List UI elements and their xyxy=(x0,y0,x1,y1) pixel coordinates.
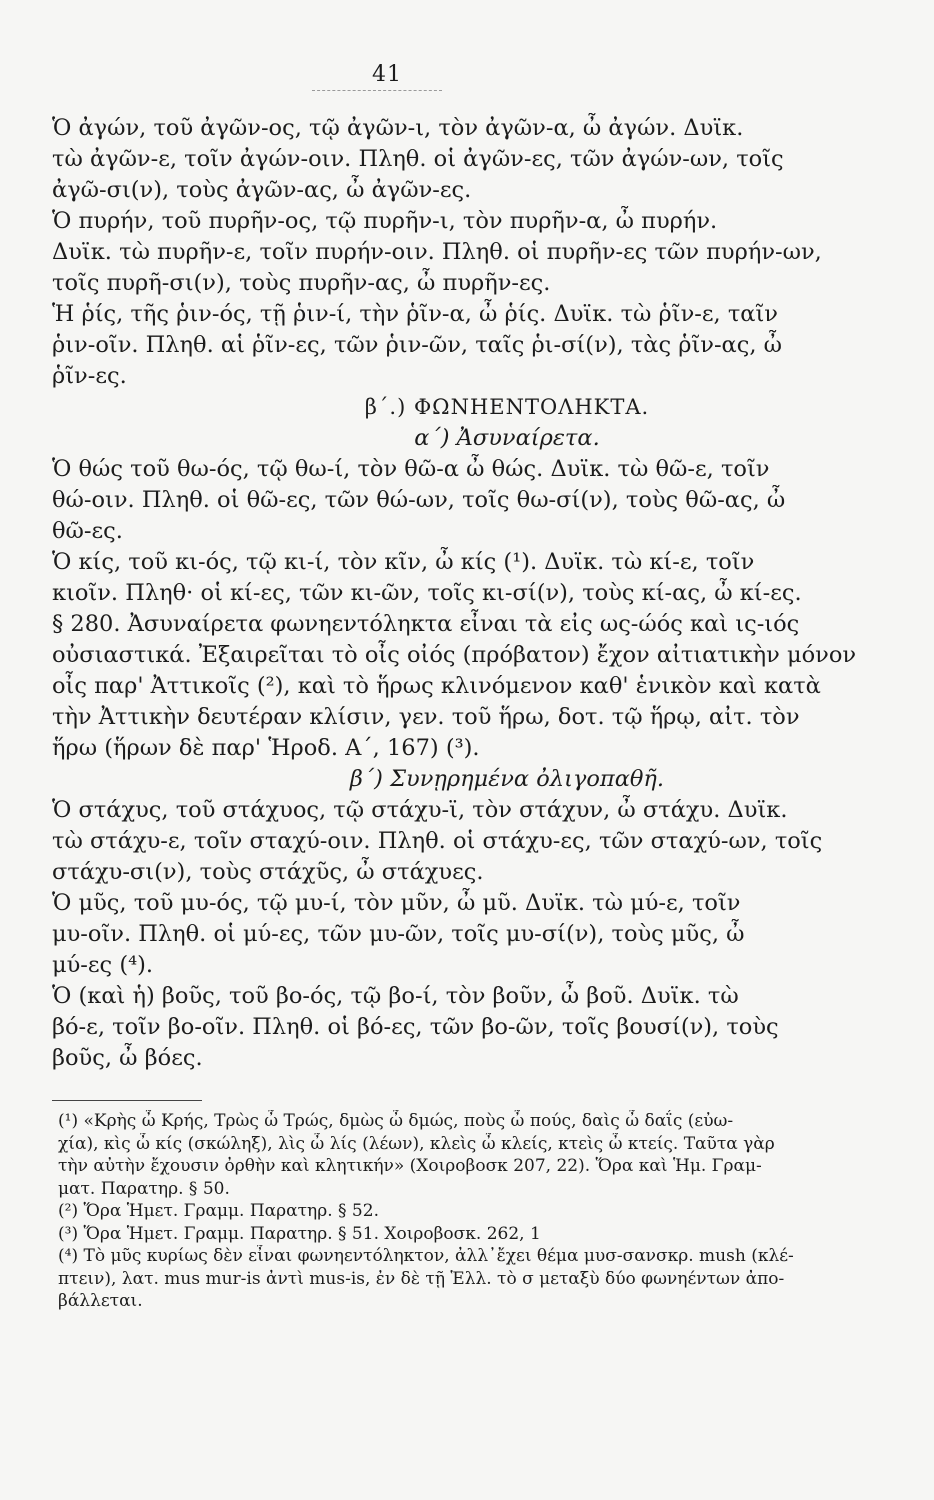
text-line: Ὁ στάχυς, τοῦ στάχυος, τῷ στάχυ-ϊ, τὸν στάχυν, ὦ στάχυ. Δυϊκ. xyxy=(52,797,788,823)
text-line: Ὁ μῦς, τοῦ μυ-ός, τῷ μυ-ί, τὸν μῦν, ὦ μῦ. Δυϊκ. τὼ μύ-ε, τοῖν xyxy=(52,890,741,916)
footnote-line: (⁴) Τὸ μῦς κυρίως δὲν εἶναι φωνηεντόληκτον, ἀλλ᾽ἔχει θέμα μυσ-σανσκρ. mush (κλέ- xyxy=(58,1246,794,1266)
text-line: ἀγῶ-σι(ν), τοὺς ἀγῶν-ας, ὦ ἀγῶν-ες. xyxy=(52,177,472,203)
page-number-rule xyxy=(312,90,442,91)
text-line: μυ-οῖν. Πληθ. οἱ μύ-ες, τῶν μυ-ῶν, τοῖς μυ-σί(ν), τοὺς μῦς, ὦ xyxy=(52,921,745,947)
footnote-line: πτειν), λατ. mus mur-is ἀντὶ mus-is, ἐν δὲ τῇ Ἑλλ. τὸ σ μεταξὺ δύο φωνηέντων ἀπο- xyxy=(58,1268,785,1289)
page-number: 41 xyxy=(372,62,402,87)
text-line: βό-ε, τοῖν βο-οῖν. Πληθ. οἱ βό-ες, τῶν βο-ῶν, τοῖς βουσί(ν), τοὺς xyxy=(52,1014,779,1040)
text-line: τὼ στάχυ-ε, τοῖν σταχύ-οιν. Πληθ. οἱ στάχυ-ες, τῶν σταχύ-ων, τοῖς xyxy=(52,828,823,854)
text-line: Δυϊκ. τὼ πυρῆν-ε, τοῖν πυρήν-οιν. Πληθ. οἱ πυρῆν-ες τῶν πυρήν-ων, xyxy=(52,239,822,265)
text-line: Ὁ (καὶ ἡ) βοῦς, τοῦ βο-ός, τῷ βο-ί, τὸν βοῦν, ὦ βοῦ. Δυϊκ. τὼ xyxy=(52,983,739,1009)
section-heading: β΄.) ΦΩΝΗΕΝΤΟΛΗΚΤΑ. xyxy=(364,395,650,419)
footnote-line: (¹) «Κρὴς ὦ Κρής, Τρὼς ὦ Τρώς, δμὼς ὦ δμώς, ποὺς ὦ πούς, δαὶς ὦ δαΐς (εὐω- xyxy=(58,1111,734,1131)
text-line: οἶς παρ' Ἀττικοῖς (²), καὶ τὸ ἥρως κλινόμενον καθ' ἑνικὸν καὶ κατὰ xyxy=(52,673,821,699)
main-text xyxy=(52,113,882,1074)
footnotes xyxy=(58,1110,888,1313)
footnote-line: τὴν αὐτὴν ἔχουσιν ὀρθὴν καὶ κλητικήν» (Χοιροβοσκ 207, 22). Ὅρα καὶ Ἡμ. Γραμ- xyxy=(58,1156,762,1176)
text-line: θῶ-ες. xyxy=(52,518,123,544)
text-line: Ὁ κίς, τοῦ κι-ός, τῷ κι-ί, τὸν κῖν, ὦ κίς (¹). Δυϊκ. τὼ κί-ε, τοῖν xyxy=(52,549,755,575)
footnote-line: ματ. Παρατηρ. § 50. xyxy=(58,1178,230,1199)
text-line: τὴν Ἀττικὴν δευτέραν κλίσιν, γεν. τοῦ ἥρω, δοτ. τῷ ἥρῳ, αἰτ. τὸν xyxy=(52,704,800,730)
text-line: Ὁ θώς τοῦ θω-ός, τῷ θω-ί, τὸν θῶ-α ὦ θώς. Δυϊκ. τὼ θῶ-ε, τοῖν xyxy=(52,456,770,482)
text-line: βοῦς, ὦ βόες. xyxy=(52,1045,203,1071)
text-line: τοῖς πυρῆ-σι(ν), τοὺς πυρῆν-ας, ὦ πυρῆν-ες. xyxy=(52,270,551,296)
text-line: οὐσιαστικά. Ἐξαιρεῖται τὸ οἶς οἰός (πρόβατον) ἔχον αἰτιατικὴν μόνον xyxy=(52,642,857,668)
footnote-divider xyxy=(52,1100,202,1101)
subheading-asynaireta: α΄) Ἀσυναίρετα. xyxy=(414,425,600,451)
text-line: θώ-οιν. Πληθ. οἱ θῶ-ες, τῶν θώ-ων, τοῖς θω-σί(ν), τοὺς θῶ-ας, ὦ xyxy=(52,487,786,513)
text-line: τὼ ἀγῶν-ε, τοῖν ἀγών-οιν. Πληθ. οἱ ἀγῶν-ες, τῶν ἀγών-ων, τοῖς xyxy=(52,146,784,172)
footnote-line: χία), κὶς ὦ κίς (σκώληξ), λὶς ὦ λίς (λέων), κλεὶς ὦ κλείς, κτεὶς ὦ κτείς. Ταῦτα γὰρ xyxy=(58,1133,775,1154)
text-line: Ἡ ῥίς, τῆς ῥιν-ός, τῇ ῥιν-ί, τὴν ῥῖν-α, ὦ ῥίς. Δυϊκ. τὼ ῥῖν-ε, ταῖν xyxy=(52,301,778,327)
text-line: Ὁ ἀγών, τοῦ ἀγῶν-ος, τῷ ἀγῶν-ι, τὸν ἀγῶν-α, ὦ ἀγών. Δυϊκ. xyxy=(52,115,744,141)
text-line: ῥιν-οῖν. Πληθ. αἱ ῥῖν-ες, τῶν ῥιν-ῶν, ταῖς ῥι-σί(ν), τὰς ῥῖν-ας, ὦ xyxy=(52,332,782,358)
text-line: μύ-ες (⁴). xyxy=(52,952,154,978)
subheading-synairemena: β΄) Συνῃρημένα ὀλιγοπαθῆ. xyxy=(349,766,665,792)
text-line: § 280. Ἀσυναίρετα φωνηεντόληκτα εἶναι τὰ εἰς ως-ώός καὶ ις-ιός xyxy=(52,611,800,637)
text-line: ἥρω (ἥρων δὲ παρ' Ἡροδ. Α΄, 167) (³). xyxy=(52,735,480,761)
text-line: κιοῖν. Πληθ· οἱ κί-ες, τῶν κι-ῶν, τοῖς κι-σί(ν), τοὺς κί-ας, ὦ κί-ες. xyxy=(52,580,802,606)
footnote-line: βάλλεται. xyxy=(58,1291,143,1311)
footnote-line: (³) Ὅρα Ἡμετ. Γραμμ. Παρατηρ. § 51. Χοιροβοσκ. 262, 1 xyxy=(58,1223,541,1244)
text-line: στάχυ-σι(ν), τοὺς στάχῦς, ὦ στάχυες. xyxy=(52,859,484,885)
footnote-line: (²) Ὅρα Ἡμετ. Γραμμ. Παρατηρ. § 52. xyxy=(58,1201,379,1221)
text-line: Ὁ πυρήν, τοῦ πυρῆν-ος, τῷ πυρῆν-ι, τὸν πυρῆν-α, ὦ πυρήν. xyxy=(52,208,718,234)
text-line: ῥῖν-ες. xyxy=(52,363,127,389)
